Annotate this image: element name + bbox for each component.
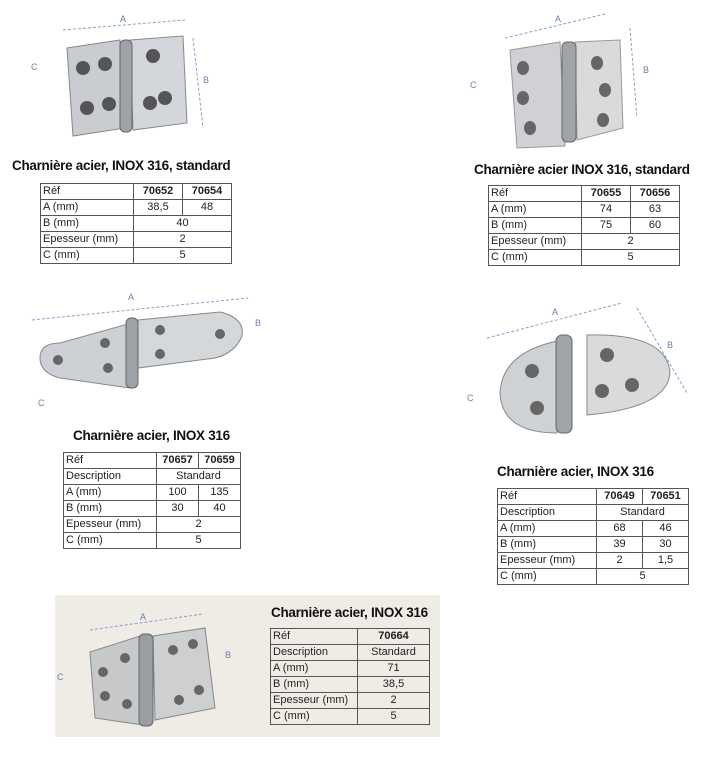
svg-text:C: C bbox=[31, 62, 38, 72]
value-cell: 38,5 bbox=[358, 677, 430, 693]
table-row bbox=[64, 533, 241, 549]
svg-text:B: B bbox=[667, 340, 674, 350]
table-row bbox=[498, 521, 689, 537]
value-cell: 5 bbox=[134, 248, 232, 264]
value-cell: 2 bbox=[597, 553, 643, 569]
row-label: Epesseur (mm) bbox=[498, 553, 597, 569]
row-label: Réf bbox=[489, 186, 582, 202]
svg-text:C: C bbox=[57, 672, 64, 682]
svg-text:A: A bbox=[552, 307, 559, 317]
value-cell: 39 bbox=[597, 537, 643, 553]
table-row bbox=[498, 553, 689, 569]
table-row bbox=[64, 501, 241, 517]
row-label: A (mm) bbox=[489, 202, 582, 218]
row-label: B (mm) bbox=[489, 218, 582, 234]
spec-table bbox=[270, 628, 430, 725]
table-row bbox=[41, 200, 232, 216]
spec-table bbox=[488, 185, 680, 266]
table-row bbox=[498, 537, 689, 553]
row-label: A (mm) bbox=[271, 661, 358, 677]
row-label: Epesseur (mm) bbox=[41, 232, 134, 248]
table-row bbox=[489, 186, 680, 202]
spec-table bbox=[63, 452, 241, 549]
value-cell: 71 bbox=[358, 661, 430, 677]
hinge-image-70649 bbox=[462, 293, 702, 448]
value-cell: Standard bbox=[597, 505, 689, 521]
row-label: A (mm) bbox=[498, 521, 597, 537]
value-cell: 5 bbox=[597, 569, 689, 585]
value-cell: Standard bbox=[157, 469, 241, 485]
value-cell: 75 bbox=[582, 218, 631, 234]
table-row bbox=[64, 517, 241, 533]
row-label: A (mm) bbox=[64, 485, 157, 501]
table-row bbox=[271, 693, 430, 709]
value-cell: 46 bbox=[643, 521, 689, 537]
table-row bbox=[271, 677, 430, 693]
value-cell: 30 bbox=[157, 501, 199, 517]
value-cell: Standard bbox=[358, 645, 430, 661]
table-row bbox=[498, 489, 689, 505]
row-label: Description bbox=[64, 469, 157, 485]
hinge-image-70657 bbox=[20, 288, 270, 413]
spec-table bbox=[40, 183, 232, 264]
row-label: Description bbox=[498, 505, 597, 521]
table-row bbox=[489, 202, 680, 218]
value-cell: 63 bbox=[631, 202, 680, 218]
value-cell: 100 bbox=[157, 485, 199, 501]
table-row bbox=[271, 661, 430, 677]
reference-cell: 70655 bbox=[582, 186, 631, 202]
table-row bbox=[64, 453, 241, 469]
row-label: B (mm) bbox=[64, 501, 157, 517]
row-label: Epesseur (mm) bbox=[64, 517, 157, 533]
row-label: B (mm) bbox=[498, 537, 597, 553]
row-label: Réf bbox=[41, 184, 134, 200]
table-row bbox=[64, 469, 241, 485]
value-cell: 5 bbox=[358, 709, 430, 725]
row-label: C (mm) bbox=[271, 709, 358, 725]
svg-text:A: A bbox=[120, 14, 127, 24]
row-label: C (mm) bbox=[489, 250, 582, 266]
svg-text:B: B bbox=[203, 75, 210, 85]
row-label: C (mm) bbox=[64, 533, 157, 549]
value-cell: 48 bbox=[183, 200, 232, 216]
row-label: Réf bbox=[64, 453, 157, 469]
row-label: Epesseur (mm) bbox=[271, 693, 358, 709]
table-row bbox=[64, 485, 241, 501]
table-row bbox=[271, 709, 430, 725]
hinge-image-70655 bbox=[465, 8, 665, 156]
hinge-image-70664 bbox=[55, 600, 255, 735]
value-cell: 2 bbox=[582, 234, 680, 250]
value-cell: 40 bbox=[199, 501, 241, 517]
table-row bbox=[489, 250, 680, 266]
value-cell: 2 bbox=[358, 693, 430, 709]
value-cell: 135 bbox=[199, 485, 241, 501]
table-row bbox=[41, 248, 232, 264]
product-title: Charnière acier, INOX 316, standard bbox=[12, 158, 231, 173]
svg-text:C: C bbox=[470, 80, 477, 90]
table-row bbox=[489, 234, 680, 250]
svg-text:B: B bbox=[255, 318, 262, 328]
reference-cell: 70656 bbox=[631, 186, 680, 202]
svg-text:A: A bbox=[555, 14, 562, 24]
table-row bbox=[271, 645, 430, 661]
row-label: Description bbox=[271, 645, 358, 661]
row-label: C (mm) bbox=[41, 248, 134, 264]
table-row bbox=[41, 184, 232, 200]
row-label: A (mm) bbox=[41, 200, 134, 216]
value-cell: 60 bbox=[631, 218, 680, 234]
table-row bbox=[489, 218, 680, 234]
reference-cell: 70664 bbox=[358, 629, 430, 645]
product-title: Charnière acier, INOX 316 bbox=[497, 464, 654, 479]
table-row bbox=[271, 629, 430, 645]
svg-text:A: A bbox=[128, 292, 135, 302]
value-cell: 38,5 bbox=[134, 200, 183, 216]
table-row bbox=[498, 569, 689, 585]
value-cell: 1,5 bbox=[643, 553, 689, 569]
reference-cell: 70654 bbox=[183, 184, 232, 200]
row-label: Réf bbox=[498, 489, 597, 505]
value-cell: 5 bbox=[157, 533, 241, 549]
reference-cell: 70657 bbox=[157, 453, 199, 469]
value-cell: 2 bbox=[134, 232, 232, 248]
svg-text:A: A bbox=[140, 612, 147, 622]
svg-text:C: C bbox=[38, 398, 45, 408]
table-row bbox=[498, 505, 689, 521]
svg-text:B: B bbox=[643, 65, 650, 75]
value-cell: 68 bbox=[597, 521, 643, 537]
table-row bbox=[41, 232, 232, 248]
reference-cell: 70649 bbox=[597, 489, 643, 505]
reference-cell: 70652 bbox=[134, 184, 183, 200]
product-title: Charnière acier, INOX 316 bbox=[73, 428, 230, 443]
reference-cell: 70651 bbox=[643, 489, 689, 505]
value-cell: 40 bbox=[134, 216, 232, 232]
table-row bbox=[41, 216, 232, 232]
value-cell: 74 bbox=[582, 202, 631, 218]
product-title: Charnière acier INOX 316, standard bbox=[474, 162, 690, 177]
row-label: B (mm) bbox=[271, 677, 358, 693]
row-label: B (mm) bbox=[41, 216, 134, 232]
hinge-image-70652 bbox=[25, 8, 215, 153]
row-label: Réf bbox=[271, 629, 358, 645]
value-cell: 30 bbox=[643, 537, 689, 553]
reference-cell: 70659 bbox=[199, 453, 241, 469]
value-cell: 5 bbox=[582, 250, 680, 266]
spec-table bbox=[497, 488, 689, 585]
svg-text:C: C bbox=[467, 393, 474, 403]
value-cell: 2 bbox=[157, 517, 241, 533]
product-title: Charnière acier, INOX 316 bbox=[271, 605, 428, 620]
row-label: C (mm) bbox=[498, 569, 597, 585]
row-label: Epesseur (mm) bbox=[489, 234, 582, 250]
svg-text:B: B bbox=[225, 650, 232, 660]
